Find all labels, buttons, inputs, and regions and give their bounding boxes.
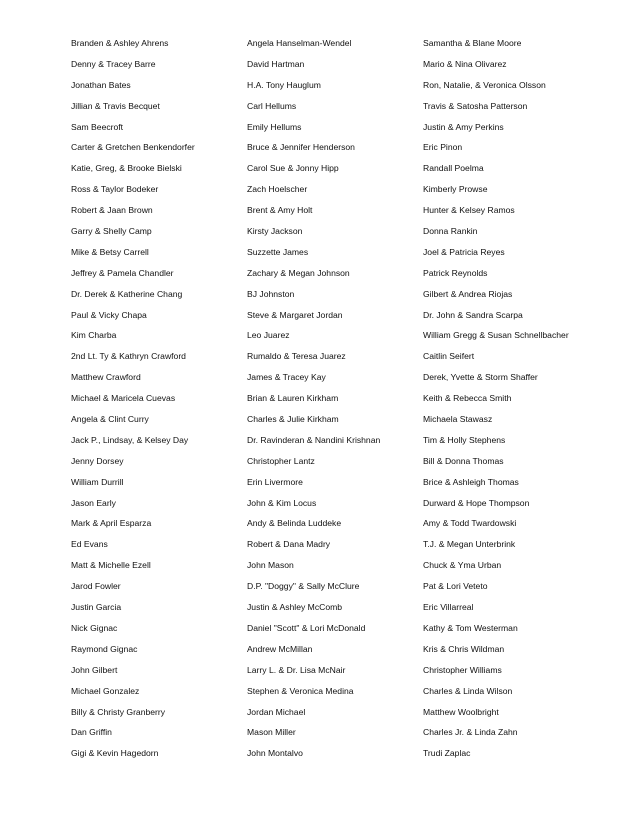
- name-entry: Mark & April Esparza: [71, 518, 152, 529]
- name-entry: Bill & Donna Thomas: [423, 455, 504, 466]
- name-entry: Kathy & Tom Westerman: [423, 622, 518, 633]
- name-entry: Emily Hellums: [247, 121, 302, 132]
- name-entry: Charles & Linda Wilson: [423, 685, 513, 696]
- name-entry: Branden & Ashley Ahrens: [71, 38, 169, 48]
- name-entry: Travis & Satosha Patterson: [423, 100, 528, 111]
- name-entry: John Mason: [247, 560, 294, 571]
- name-entry: David Hartman: [247, 58, 305, 69]
- name-entry: Daniel "Scott" & Lori McDonald: [247, 622, 366, 633]
- name-entry: Donna Rankin: [423, 226, 478, 237]
- name-entry: Raymond Gignac: [71, 643, 138, 654]
- name-entry: Dr. Ravinderan & Nandini Krishnan: [247, 434, 381, 445]
- name-entry: 2nd Lt. Ty & Kathryn Crawford: [71, 351, 186, 362]
- name-entry: Ross & Taylor Bodeker: [71, 184, 159, 195]
- name-entry: Ed Evans: [71, 539, 108, 550]
- name-entry: Steve & Margaret Jordan: [247, 309, 343, 320]
- name-entry: John Montalvo: [247, 748, 303, 759]
- name-entry: Dr. John & Sandra Scarpa: [423, 309, 523, 320]
- name-entry: Stephen & Veronica Medina: [247, 685, 354, 696]
- name-entry: Samantha & Blane Moore: [423, 38, 522, 48]
- name-entry: Kim Charba: [71, 330, 117, 341]
- name-entry: Nick Gignac: [71, 622, 118, 633]
- name-entry: Jenny Dorsey: [71, 455, 124, 466]
- name-entry: Denny & Tracey Barre: [71, 58, 156, 69]
- name-entry: Michael Gonzalez: [71, 685, 140, 696]
- name-entry: Mike & Betsy Carrell: [71, 246, 149, 257]
- name-entry: Angela Hanselman-Wendel: [247, 38, 352, 48]
- name-entry: Paul & Vicky Chapa: [71, 309, 147, 320]
- name-entry: Ron, Natalie, & Veronica Olsson: [423, 79, 546, 90]
- name-entry: James & Tracey Kay: [247, 372, 326, 383]
- name-entry: Andrew McMillan: [247, 643, 313, 654]
- name-entry: BJ Johnston: [247, 288, 295, 299]
- name-entry: Carter & Gretchen Benkendorfer: [71, 142, 195, 153]
- name-entry: Erin Livermore: [247, 476, 303, 487]
- name-entry: Garry & Shelly Camp: [71, 226, 152, 237]
- name-entry: Gigi & Kevin Hagedorn: [71, 748, 159, 759]
- name-entry: Keith & Rebecca Smith: [423, 393, 512, 404]
- name-entry: Matthew Woolbright: [423, 706, 499, 717]
- name-entry: D.P. "Doggy" & Sally McClure: [247, 581, 360, 592]
- name-entry: Trudi Zaplac: [423, 748, 471, 759]
- name-entry: Amy & Todd Twardowski: [423, 518, 517, 529]
- name-entry: Caitlin Seifert: [423, 351, 475, 362]
- name-entry: Eric Villarreal: [423, 602, 474, 613]
- name-entry: Pat & Lori Veteto: [423, 581, 488, 592]
- name-entry: Justin Garcia: [71, 602, 122, 613]
- name-entry: Brice & Ashleigh Thomas: [423, 476, 519, 487]
- name-entry: Justin & Amy Perkins: [423, 121, 504, 132]
- name-entry: Hunter & Kelsey Ramos: [423, 205, 515, 216]
- name-column-1: [71, 33, 241, 764]
- name-entry: Kirsty Jackson: [247, 226, 303, 237]
- name-entry: William Durrill: [71, 476, 124, 487]
- name-entry: Larry L. & Dr. Lisa McNair: [247, 664, 346, 675]
- name-column-2: [247, 33, 419, 764]
- name-entry: Chuck & Yma Urban: [423, 560, 502, 571]
- name-entry: Katie, Greg, & Brooke Bielski: [71, 163, 182, 174]
- name-entry: Christopher Williams: [423, 664, 502, 675]
- name-entry: Angela & Clint Curry: [71, 414, 149, 425]
- name-entry: Durward & Hope Thompson: [423, 497, 530, 508]
- name-entry: Bruce & Jennifer Henderson: [247, 142, 355, 153]
- name-entry: T.J. & Megan Unterbrink: [423, 539, 516, 550]
- name-entry: Jack P., Lindsay, & Kelsey Day: [71, 434, 189, 445]
- name-entry: Zachary & Megan Johnson: [247, 267, 350, 278]
- name-entry: Andy & Belinda Luddeke: [247, 518, 342, 529]
- name-entry: Brian & Lauren Kirkham: [247, 393, 339, 404]
- name-entry: Rumaldo & Teresa Juarez: [247, 351, 346, 362]
- name-entry: Robert & Dana Madry: [247, 539, 331, 550]
- name-entry: Charles & Julie Kirkham: [247, 414, 339, 425]
- name-entry: John Gilbert: [71, 664, 118, 675]
- name-entry: William Gregg & Susan Schnellbacher: [423, 330, 569, 341]
- name-entry: Michaela Stawasz: [423, 414, 493, 425]
- name-entry: Jason Early: [71, 497, 116, 508]
- name-entry: Gilbert & Andrea Riojas: [423, 288, 513, 299]
- name-entry: Matthew Crawford: [71, 372, 141, 383]
- name-entry: Suzzette James: [247, 246, 309, 257]
- name-column-3: [423, 33, 628, 764]
- name-entry: Jonathan Bates: [71, 79, 131, 90]
- name-entry: Joel & Patricia Reyes: [423, 246, 505, 257]
- name-entry: Carol Sue & Jonny Hipp: [247, 163, 339, 174]
- name-entry: Kris & Chris Wildman: [423, 643, 505, 654]
- name-entry: Michael & Maricela Cuevas: [71, 393, 176, 404]
- name-entry: Patrick Reynolds: [423, 267, 488, 278]
- name-entry: Zach Hoelscher: [247, 184, 308, 195]
- name-entry: Tim & Holly Stephens: [423, 434, 506, 445]
- name-entry: Matt & Michelle Ezell: [71, 560, 151, 571]
- name-entry: Robert & Jaan Brown: [71, 205, 153, 216]
- name-entry: Derek, Yvette & Storm Shaffer: [423, 372, 538, 383]
- name-entry: Randall Poelma: [423, 163, 484, 174]
- name-entry: Sam Beecroft: [71, 121, 124, 132]
- name-entry: Brent & Amy Holt: [247, 205, 313, 216]
- name-entry: John & Kim Locus: [247, 497, 317, 508]
- name-entry: Billy & Christy Granberry: [71, 706, 166, 717]
- name-entry: Dr. Derek & Katherine Chang: [71, 288, 183, 299]
- name-entry: Leo Juarez: [247, 330, 290, 341]
- name-entry: Eric Pinon: [423, 142, 463, 153]
- name-entry: Jeffrey & Pamela Chandler: [71, 267, 174, 278]
- name-entry: Jarod Fowler: [71, 581, 121, 592]
- name-entry: Dan Griffin: [71, 727, 112, 738]
- name-entry: H.A. Tony Hauglum: [247, 79, 321, 90]
- name-entry: Mario & Nina Olivarez: [423, 58, 507, 69]
- name-entry: Charles Jr. & Linda Zahn: [423, 727, 518, 738]
- name-entry: Mason Miller: [247, 727, 296, 738]
- name-entry: Carl Hellums: [247, 100, 297, 111]
- name-entry: Jillian & Travis Becquet: [71, 100, 160, 111]
- name-entry: Christopher Lantz: [247, 455, 315, 466]
- name-entry: Jordan Michael: [247, 706, 306, 717]
- name-entry: Kimberly Prowse: [423, 184, 488, 195]
- name-entry: Justin & Ashley McComb: [247, 602, 343, 613]
